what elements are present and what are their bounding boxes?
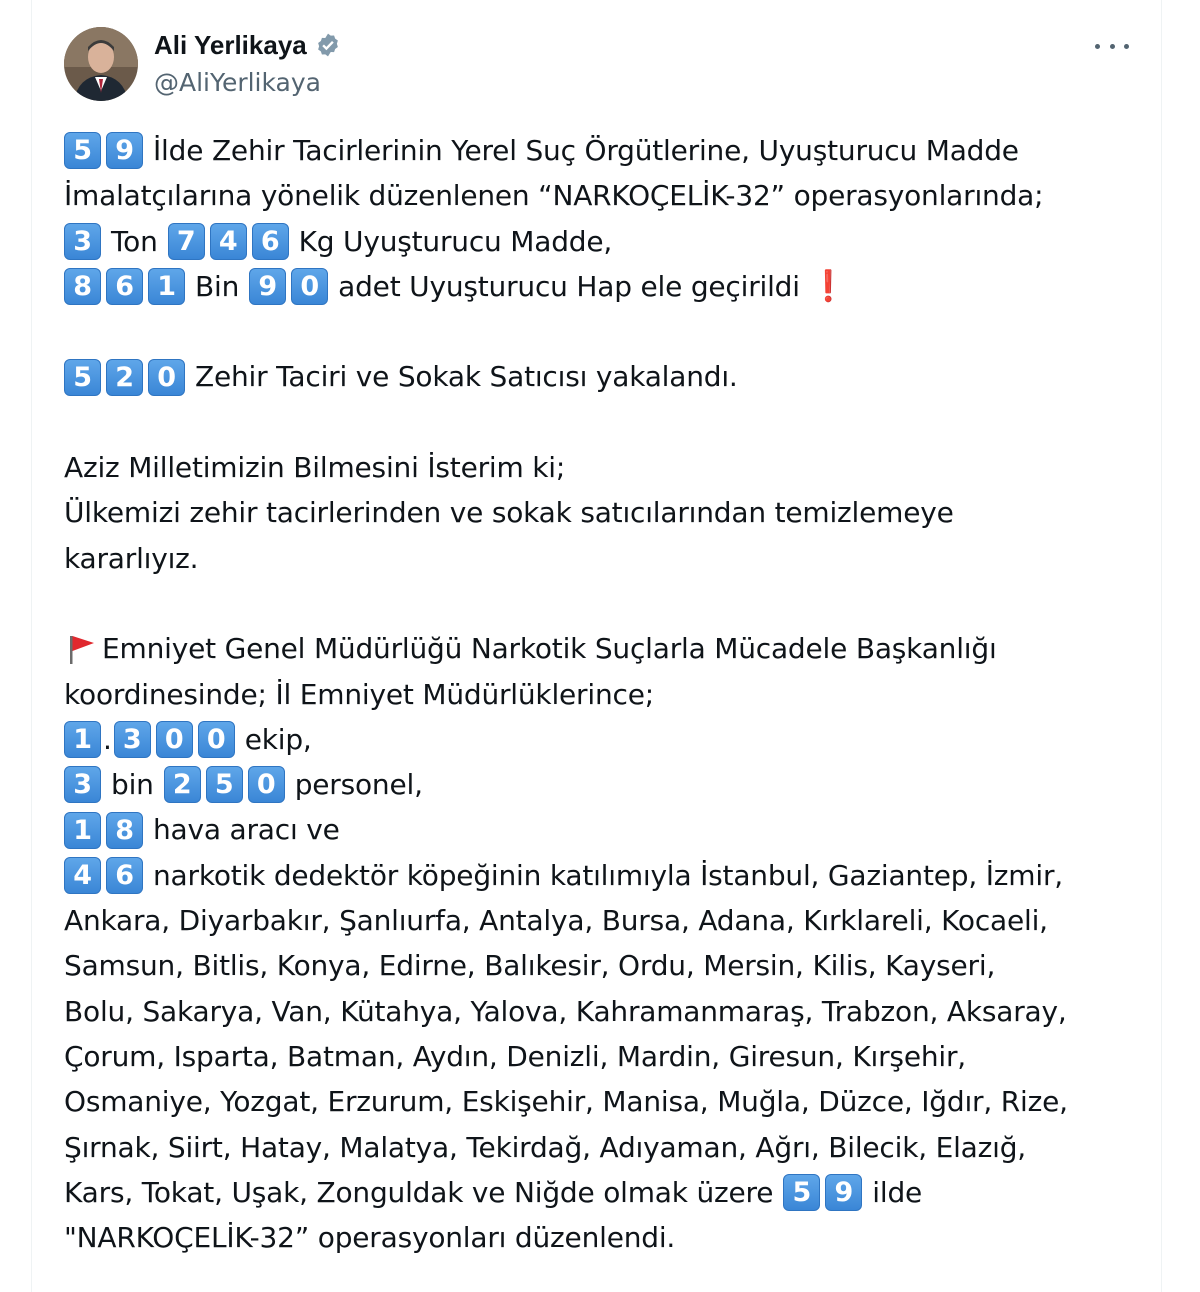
number-keycap: 9 <box>825 1174 862 1211</box>
text-segment: Bolu, Sakarya, Van, Kütahya, Yalova, Kahramanmaraş, Trabzon, Aksaray, <box>64 994 1067 1028</box>
number-keycap: 6 <box>252 223 289 260</box>
verified-badge-icon <box>315 32 341 58</box>
number-keycap: 9 <box>106 132 143 169</box>
number-keycap: 8 <box>106 812 143 849</box>
number-keycaps <box>64 132 143 169</box>
text-segment: . <box>103 722 112 756</box>
number-keycap: 0 <box>156 721 193 758</box>
number-keycaps <box>64 359 185 396</box>
text-segment: Emniyet Genel Müdürlüğü Narkotik Suçlarla Mücadele Başkanlığı <box>102 632 997 666</box>
text-line <box>64 536 1144 581</box>
text-line <box>64 626 1144 671</box>
text-segment: "NARKOÇELİK-32” operasyonları düzenlendi. <box>64 1221 676 1255</box>
number-keycaps <box>114 721 235 758</box>
text-line <box>64 219 1144 264</box>
number-keycaps <box>64 812 143 849</box>
number-keycap: 1 <box>64 721 101 758</box>
text-line <box>64 853 1144 898</box>
number-keycap: 0 <box>248 766 285 803</box>
text-line <box>64 1034 1144 1079</box>
text-segment: koordinesinde; İl Emniyet Müdürlüklerince; <box>64 677 654 711</box>
number-keycap: 9 <box>249 268 286 305</box>
text-line <box>64 1079 1144 1124</box>
number-keycap: 5 <box>206 766 243 803</box>
text-segment: adet Uyuşturucu Hap ele geçirildi <box>338 269 800 303</box>
number-keycap: 6 <box>106 268 143 305</box>
text-line <box>64 1170 1144 1215</box>
number-keycaps <box>64 268 185 305</box>
text-segment: personel, <box>294 768 423 802</box>
number-keycap: 5 <box>64 359 101 396</box>
number-keycaps <box>64 766 101 803</box>
text-segment: hava aracı ve <box>153 813 340 847</box>
text-line <box>64 762 1144 807</box>
number-keycap: 3 <box>64 223 101 260</box>
tweet-card <box>31 0 1162 1292</box>
text-line <box>64 717 1144 762</box>
number-keycap: 4 <box>210 223 247 260</box>
number-keycap: 4 <box>64 857 101 894</box>
number-keycap: 5 <box>783 1174 820 1211</box>
number-keycaps <box>64 223 101 260</box>
text-line <box>64 1215 1144 1260</box>
number-keycaps <box>249 268 328 305</box>
number-keycap: 2 <box>164 766 201 803</box>
number-keycap: 8 <box>64 268 101 305</box>
text-line <box>64 264 1144 309</box>
text-segment: Bin <box>195 269 240 303</box>
text-line <box>64 128 1144 173</box>
text-line <box>64 898 1144 943</box>
text-segment: Ankara, Diyarbakır, Şanlıurfa, Antalya, Bursa, Adana, Kırklareli, Kocaeli, <box>64 904 1048 938</box>
text-segment: bin <box>111 768 154 802</box>
text-segment: ekip, <box>244 722 312 756</box>
number-keycap: 7 <box>168 223 205 260</box>
post-text <box>64 128 1144 1260</box>
number-keycaps <box>168 223 289 260</box>
text-segment: Şırnak, Siirt, Hatay, Malatya, Tekirdağ, Adıyaman, Ağrı, Bilecik, Elazığ, <box>64 1130 1026 1164</box>
avatar[interactable] <box>64 27 138 101</box>
text-segment: Kg Uyuşturucu Madde, <box>298 224 613 258</box>
number-keycaps <box>64 721 101 758</box>
exclamation-icon: ❗ <box>809 268 847 304</box>
text-segment: kararlıyız. <box>64 541 199 575</box>
display-name-text[interactable]: Ali Yerlikaya <box>154 30 307 60</box>
text-segment: Samsun, Bitlis, Konya, Edirne, Balıkesir, Ordu, Mersin, Kilis, Kayseri, <box>64 949 996 983</box>
text-line <box>64 672 1144 717</box>
more-options-icon[interactable] <box>1095 34 1129 58</box>
text-line <box>64 1125 1144 1170</box>
number-keycap: 3 <box>114 721 151 758</box>
number-keycaps <box>164 766 285 803</box>
text-segment: Ton <box>111 224 158 258</box>
number-keycap: 2 <box>106 359 143 396</box>
text-line <box>64 807 1144 852</box>
number-keycap: 3 <box>64 766 101 803</box>
user-handle[interactable]: @AliYerlikaya <box>154 68 321 97</box>
number-keycap: 0 <box>148 359 185 396</box>
text-segment: Kars, Tokat, Uşak, Zonguldak ve Niğde olmak üzere <box>64 1175 774 1209</box>
text-line <box>64 989 1144 1034</box>
text-line <box>64 173 1144 218</box>
number-keycaps <box>64 857 143 894</box>
text-line <box>64 445 1144 490</box>
number-keycaps <box>783 1174 862 1211</box>
number-keycap: 1 <box>148 268 185 305</box>
number-keycap: 6 <box>106 857 143 894</box>
text-segment: narkotik dedektör köpeğinin katılımıyla İstanbul, Gaziantep, İzmir, <box>153 858 1063 892</box>
text-segment: Zehir Taciri ve Sokak Satıcısı yakalandı. <box>195 360 738 394</box>
number-keycap: 0 <box>291 268 328 305</box>
display-name[interactable] <box>154 28 341 62</box>
text-segment: Çorum, Isparta, Batman, Aydın, Denizli, Mardin, Giresun, Kırşehir, <box>64 1039 966 1073</box>
text-segment: İlde Zehir Tacirlerinin Yerel Suç Örgütlerine, Uyuşturucu Madde <box>153 134 1019 167</box>
text-line <box>64 943 1144 988</box>
text-line <box>64 490 1144 535</box>
text-line <box>64 354 1144 399</box>
text-segment: İmalatçılarına yönelik düzenlenen “NARKOÇELİK-32” operasyonlarında; <box>64 179 1044 213</box>
text-segment: ilde <box>872 1175 923 1209</box>
number-keycap: 5 <box>64 132 101 169</box>
number-keycap: 0 <box>198 721 235 758</box>
number-keycap: 1 <box>64 812 101 849</box>
text-segment: Aziz Milletimizin Bilmesini İsterim ki; <box>64 451 566 485</box>
red-flag-icon <box>64 632 98 666</box>
text-segment: Osmaniye, Yozgat, Erzurum, Eskişehir, Manisa, Muğla, Düzce, Iğdır, Rize, <box>64 1085 1068 1119</box>
text-segment: Ülkemizi zehir tacirlerinden ve sokak satıcılarından temizlemeye <box>64 496 954 530</box>
